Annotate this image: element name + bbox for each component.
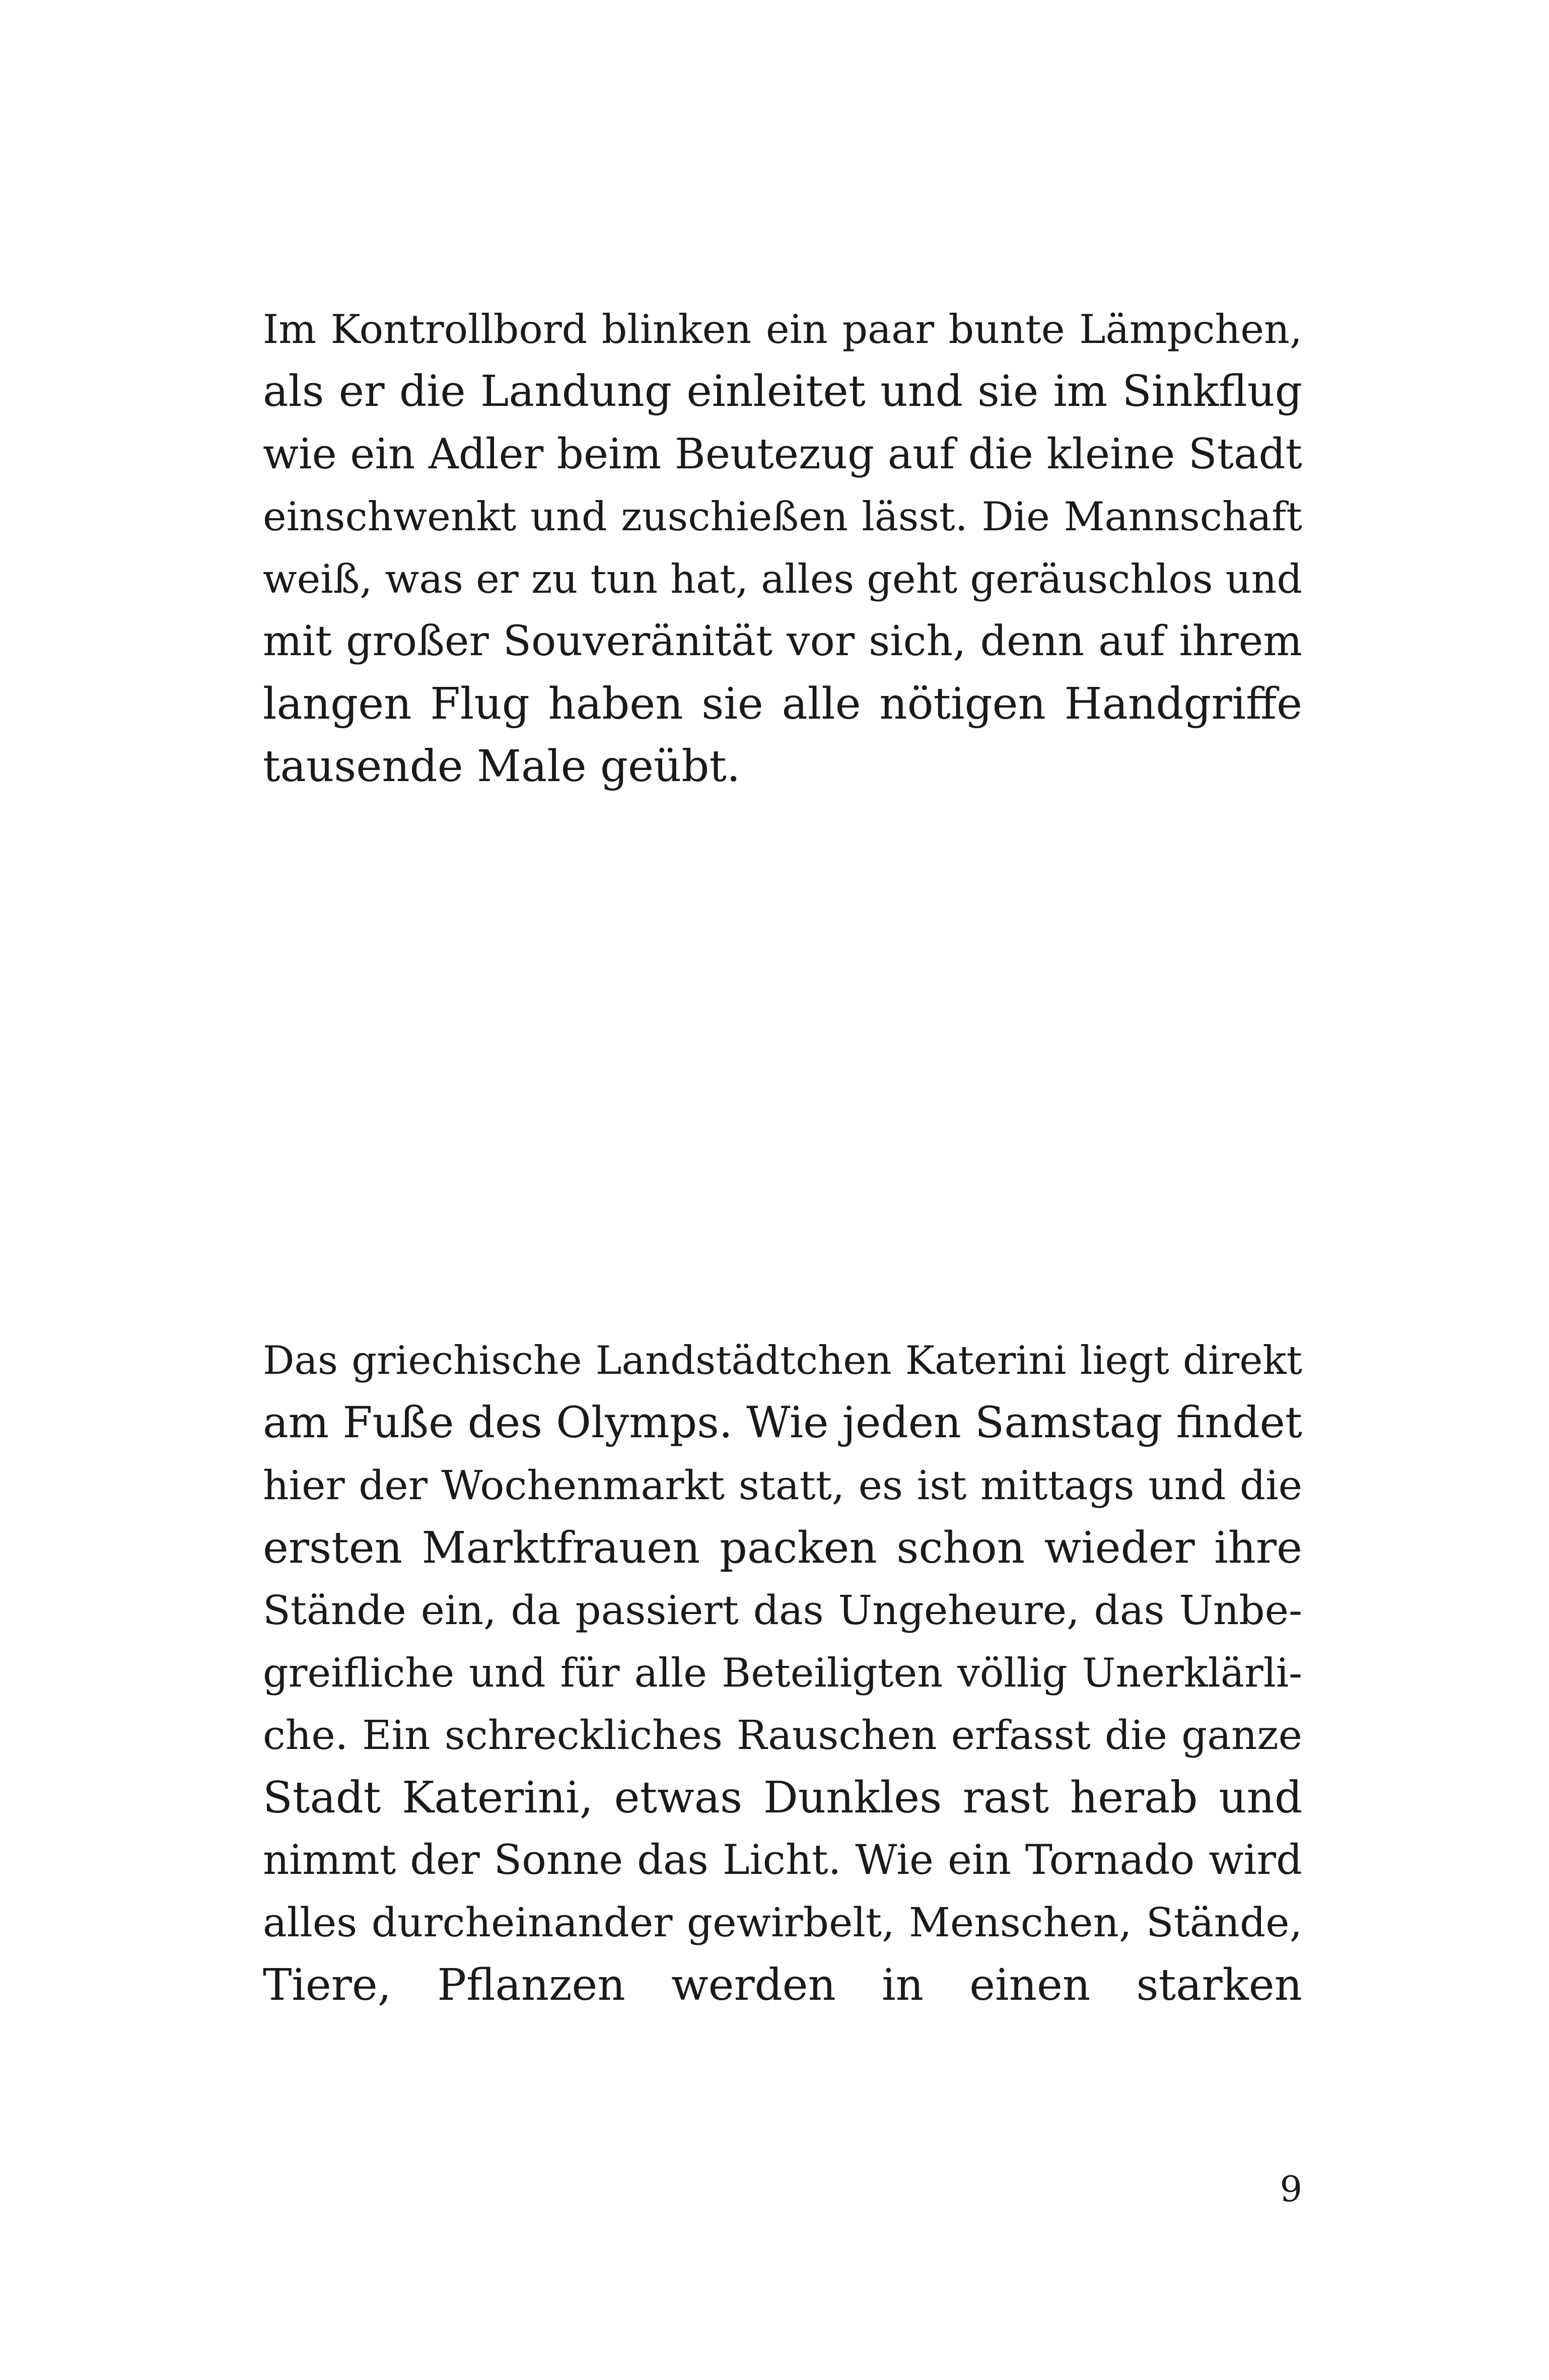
text-line: che. Ein schreckliches Rauschen erfasst die ganze — [263, 1712, 1302, 1759]
text-line: Im Kontrollbord blinken ein paar bunte Lämpchen, — [263, 306, 1302, 353]
text-line: Stadt Katerini, etwas Dunkles rast herab und — [263, 1773, 1302, 1823]
paragraph-landing — [263, 298, 1302, 798]
paragraph-katerini — [263, 1329, 1302, 2016]
text-line: wie ein Adler beim Beutezug auf die kleine Stadt — [263, 430, 1302, 478]
text-line: alles durcheinander gewirbelt, Menschen, Stände, — [263, 1899, 1302, 1946]
text-line: weiß, was er zu tun hat, alles geht geräuschlos und — [263, 556, 1302, 602]
text-line: langen Flug haben sie alle nötigen Handgriffe — [263, 679, 1302, 729]
text-line: einschwenkt und zuschießen lässt. Die Mannschaft — [263, 494, 1302, 540]
text-line: als er die Landung einleitet und sie im Sinkflug — [263, 367, 1302, 416]
page-number: 9 — [1280, 2168, 1302, 2210]
text-line: greifliche und für alle Beteiligten völlig Unerklärli- — [263, 1650, 1302, 1696]
text-line: tausende Male geübt. — [263, 741, 741, 792]
text-line: ersten Marktfrauen packen schon wieder ihre — [263, 1523, 1302, 1573]
text-line: mit großer Souveränität vor sich, denn auf ihrem — [263, 617, 1302, 665]
text-line: hier der Wochenmarkt statt, es ist mittags und die — [263, 1462, 1302, 1509]
text-line: Stände ein, da passiert das Ungeheure, das Unbe- — [263, 1587, 1302, 1634]
text-line: Tiere, Pflanzen werden in einen starken — [263, 1960, 1302, 2010]
text-line: Das griechische Landstädtchen Katerini liegt direkt — [263, 1338, 1302, 1383]
text-line: nimmt der Sonne das Licht. Wie ein Tornado wird — [263, 1837, 1302, 1884]
text-line: am Fuße des Olymps. Wie jeden Samstag findet — [263, 1398, 1302, 1448]
